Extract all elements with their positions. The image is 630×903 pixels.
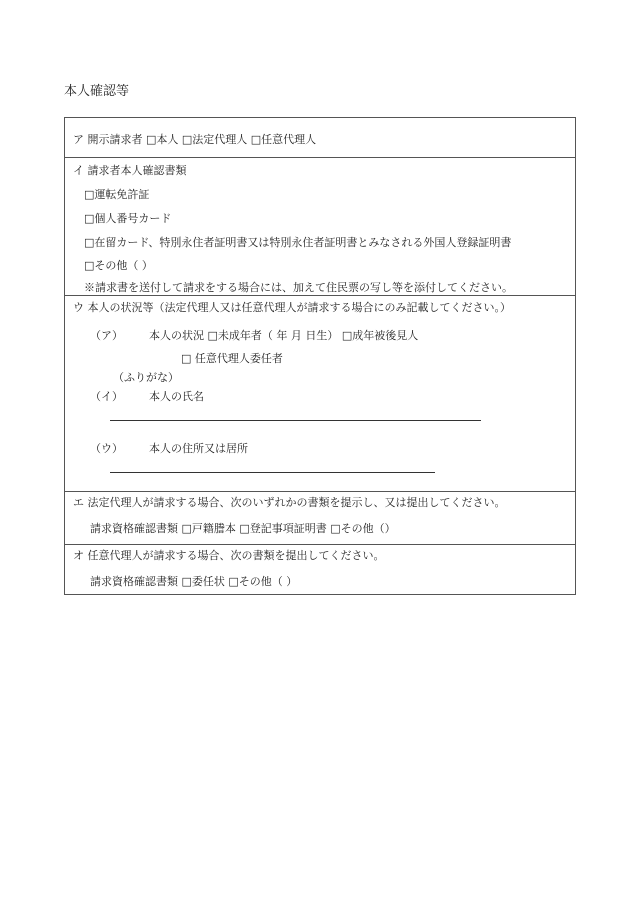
principal-name-label: 本人の氏名 — [149, 390, 204, 403]
sub-item-marker-a: （ア） — [90, 329, 123, 342]
legal-agent-documents: 請求資格確認書類 □戸籍謄本 □登記事項証明書 □その他（） — [90, 522, 396, 535]
principal-address-line — [110, 472, 435, 473]
voluntary-agent-principal-option: □ 任意代理人委任者 — [181, 352, 283, 365]
id-documents-heading: イ 請求者本人確認書類 — [73, 164, 187, 177]
furigana-label: （ふりがな） — [113, 371, 179, 384]
sub-item-marker-i: （イ） — [90, 390, 123, 403]
identity-confirmation-form — [64, 117, 576, 595]
id-doc-option-drivers-license: □運転免許証 — [84, 188, 150, 201]
voluntary-agent-documents: 請求資格確認書類 □委任状 □その他（ ） — [90, 575, 298, 588]
id-doc-option-my-number-card: □個人番号カード — [84, 212, 172, 225]
id-doc-option-other: □その他（ ） — [84, 259, 153, 272]
principal-status-heading: ウ 本人の状況等（法定代理人又は任意代理人が請求する場合にのみ記載してください。） — [73, 301, 511, 314]
voluntary-agent-heading: オ 任意代理人が請求する場合、次の書類を提出してください。 — [73, 549, 385, 562]
principal-name-line — [110, 420, 481, 421]
principal-status-row: 本人の状況 □未成年者（ 年 月 日生） □成年被後見人 — [149, 329, 419, 342]
requester-type-row: ア 開示請求者 □本人 □法定代理人 □任意代理人 — [73, 133, 317, 146]
id-doc-option-residence-card: □在留カード、特別永住者証明書又は特別永住者証明書とみなされる外国人登録証明書 — [84, 236, 512, 249]
principal-address-label: 本人の住所又は居所 — [149, 442, 248, 455]
page-title: 本人確認等 — [64, 84, 130, 99]
mail-request-note: ※請求書を送付して請求をする場合には、加えて住民票の写し等を添付してください。 — [84, 281, 513, 294]
divider — [65, 295, 575, 296]
sub-item-marker-u: （ウ） — [90, 442, 123, 455]
divider — [65, 157, 575, 158]
legal-agent-heading: エ 法定代理人が請求する場合、次のいずれかの書類を提示し、又は提出してください。 — [73, 496, 506, 509]
divider — [65, 544, 575, 545]
divider — [65, 491, 575, 492]
